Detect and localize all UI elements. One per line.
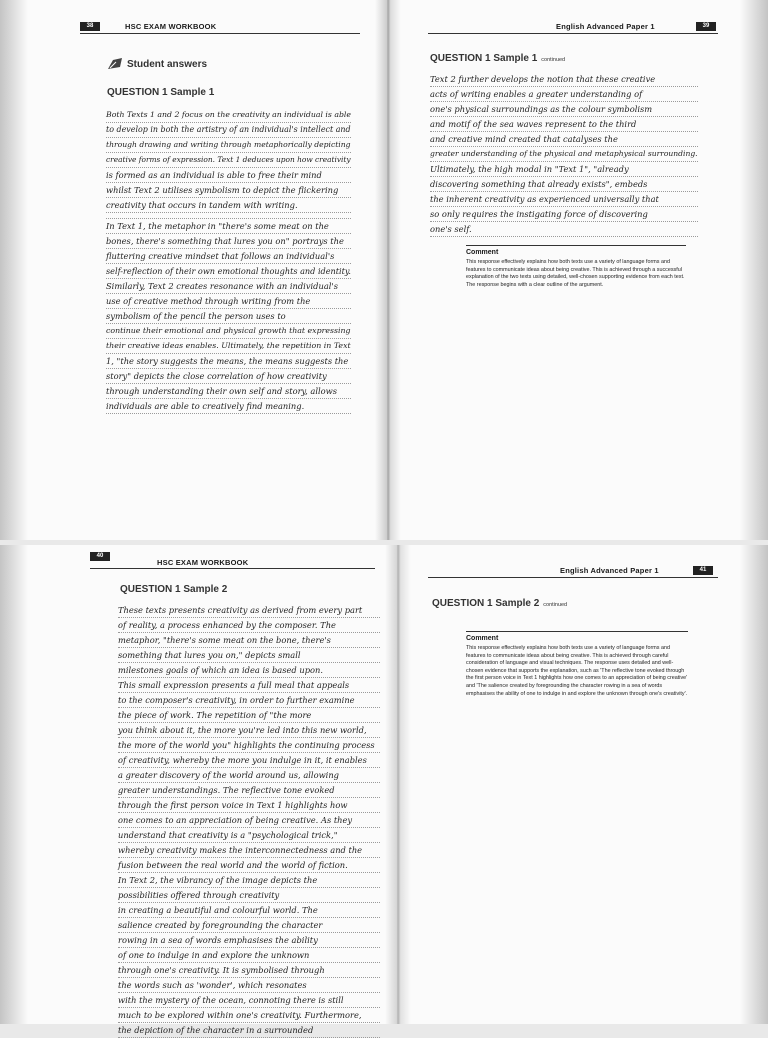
handwritten-line: discovering something that already exists", embeds (430, 177, 698, 192)
handwritten-line: continue their emotional and physical growth that expressing (106, 324, 351, 339)
handwritten-line: to the composer's creativity, in order to further examine (118, 693, 380, 708)
handwritten-line: of creativity, whereby the more you indulge in it, it enables (118, 753, 380, 768)
header-rule (428, 33, 718, 34)
answer-paragraph-2 (106, 218, 351, 414)
handwritten-line: story" depicts the close correlation of how creativity (106, 369, 351, 384)
header-rule (428, 577, 718, 578)
page-39 (388, 0, 768, 540)
handwritten-line: through the first person voice in Text 1 highlights how (118, 798, 380, 813)
handwritten-line: the depiction of the character in a surrounded (118, 1023, 380, 1038)
section-title: Student answers (127, 58, 208, 70)
handwritten-line: Both Texts 1 and 2 focus on the creativity an individual is able (106, 108, 351, 123)
handwritten-line: something that lures you on," depicts small (118, 648, 380, 663)
running-head: HSC EXAM WORKBOOK (157, 558, 249, 567)
pen-nib-icon (107, 57, 123, 71)
page-number: 38 (80, 22, 100, 31)
header-rule (90, 568, 375, 569)
handwritten-line: fluttering creative mindset that follows an individual's (106, 249, 351, 264)
handwritten-line: Ultimately, the high modal in "Text 1", "already (430, 162, 698, 177)
page-38 (0, 0, 388, 540)
handwritten-line: through one's creativity. It is symbolised through (118, 963, 380, 978)
handwritten-line: you think about it, the more you're led into this new world, (118, 723, 380, 738)
handwritten-line: whilst Text 2 utilises symbolism to depict the flickering (106, 183, 351, 198)
question-heading: QUESTION 1 Sample 2 continued (432, 598, 568, 609)
question-heading: QUESTION 1 Sample 2 (120, 584, 228, 595)
comment-box (466, 245, 686, 289)
handwritten-line: the piece of work. The repetition of "the more (118, 708, 380, 723)
handwritten-line: individuals are able to creatively find meaning. (106, 399, 351, 414)
question-heading: QUESTION 1 Sample 1 continued (430, 53, 566, 64)
handwritten-line: the inherent creativity as experienced universally that (430, 192, 698, 207)
answer-paragraph-1 (106, 108, 351, 213)
handwritten-line: creativity that occurs in tandem with writing. (106, 198, 351, 213)
handwritten-line: Similarly, Text 2 creates resonance with an individual's (106, 279, 351, 294)
continued-label: continued (541, 57, 566, 63)
handwritten-line: whereby creativity makes the interconnectedness and the (118, 843, 380, 858)
continued-label: continued (543, 602, 568, 608)
handwritten-line: greater understanding of the physical and metaphysical surrounding. (430, 147, 698, 162)
comment-box (466, 631, 688, 698)
handwritten-line: 1, "the story suggests the means, the means suggests the (106, 354, 351, 369)
comment-body: This response effectively explains how both texts use a variety of language forms and features to communicate ideas about being creative. This is achieved through careful consideration of language and visual techniques. The response uses detailed and well-chosen evidence that supports the explanation, such as 'The reflective tone evoked through the first person voice in Text 1 highlights how one comes to an appreciation of being creative' and 'The salience created by foregrounding the character rowing in a sea of words emphasises the ability of one to indulge in and explore the unknown through one's creativity'. (466, 645, 688, 697)
page-number: 41 (693, 566, 713, 575)
bottom-spread (0, 545, 768, 1035)
page-40 (0, 545, 398, 1035)
handwritten-line: and creative mind created that catalyses the (430, 132, 698, 147)
comment-title: Comment (466, 635, 499, 642)
handwritten-line: and motif of the sea waves represent to the third (430, 117, 698, 132)
handwritten-line: possibilities offered through creativity (118, 888, 380, 903)
handwritten-line: through understanding their own self and story, allows (106, 384, 351, 399)
handwritten-line: in creating a beautiful and colourful world. The (118, 903, 380, 918)
question-heading: QUESTION 1 Sample 1 (107, 87, 215, 98)
handwritten-line: use of creative method through writing from the (106, 294, 351, 309)
handwritten-line: salience created by foregrounding the character (118, 918, 380, 933)
handwritten-line: a greater discovery of the world around us, allowing (118, 768, 380, 783)
comment-body: This response effectively explains how both texts use a variety of language forms and features to communicate ideas about being creative. This is achieved through a successful explanation of the two texts using detailed, well-chosen supporting evidence from each text. The response begins with a clear outline of the argument. (466, 259, 685, 288)
handwritten-line: acts of writing enables a greater understanding of (430, 87, 698, 102)
handwritten-line: understand that creativity is a "psychological trick," (118, 828, 380, 843)
comment-title: Comment (466, 249, 499, 256)
handwritten-line: the more of the world you" highlights the continuing process (118, 738, 380, 753)
handwritten-line: greater understandings. The reflective tone evoked (118, 783, 380, 798)
answer-sample-2 (118, 603, 380, 1038)
page-number: 40 (90, 552, 110, 561)
handwritten-line: symbolism of the pencil the person uses to (106, 309, 351, 324)
student-answers-title (107, 57, 207, 71)
handwritten-line: through drawing and writing through metaphorically depicting (106, 138, 351, 153)
handwritten-line: fusion between the real world and the world of fiction. (118, 858, 380, 873)
page-41 (398, 545, 768, 1024)
handwritten-line: the words such as 'wonder', which resonates (118, 978, 380, 993)
handwritten-line: bones, there's something that lures you on" portrays the (106, 234, 351, 249)
handwritten-line: one comes to an appreciation of being creative. As they (118, 813, 380, 828)
running-head: English Advanced Paper 1 (560, 566, 659, 575)
handwritten-line: their creative ideas enables. Ultimately, the repetition in Text (106, 339, 351, 354)
handwritten-line: one's physical surroundings as the colour symbolism (430, 102, 698, 117)
handwritten-line: so only requires the instigating force of discovering (430, 207, 698, 222)
running-head: English Advanced Paper 1 (556, 22, 655, 31)
handwritten-line: In Text 1, the metaphor in "there's some meat on the (106, 219, 351, 234)
handwritten-line: creative forms of expression. Text 1 deduces upon how creativity (106, 153, 351, 168)
handwritten-line: of one to indulge in and explore the unknown (118, 948, 380, 963)
handwritten-line: much to be explored within one's creativity. Furthermore, (118, 1008, 380, 1023)
running-head: HSC EXAM WORKBOOK (125, 22, 217, 31)
handwritten-line: rowing in a sea of words emphasises the ability (118, 933, 380, 948)
handwritten-line: In Text 2, the vibrancy of the image depicts the (118, 873, 380, 888)
handwritten-line: These texts presents creativity as derived from every part (118, 603, 380, 618)
handwritten-line: of reality, a process enhanced by the composer. The (118, 618, 380, 633)
handwritten-line: milestones goals of which an idea is based upon. (118, 663, 380, 678)
handwritten-line: Text 2 further develops the notion that these creative (430, 72, 698, 87)
handwritten-line: This small expression presents a full meal that appeals (118, 678, 380, 693)
handwritten-line: to develop in both the artistry of an individual's intellect and (106, 123, 351, 138)
handwritten-line: self-reflection of their own emotional thoughts and identity. (106, 264, 351, 279)
handwritten-line: is formed as an individual is able to free their mind (106, 168, 351, 183)
handwritten-line: metaphor, "there's some meat on the bone, there's (118, 633, 380, 648)
handwritten-line: with the mystery of the ocean, connoting there is still (118, 993, 380, 1008)
answer-continued (430, 72, 698, 237)
handwritten-line: one's self. (430, 222, 698, 237)
header-rule (80, 33, 360, 34)
page-number: 39 (696, 22, 716, 31)
